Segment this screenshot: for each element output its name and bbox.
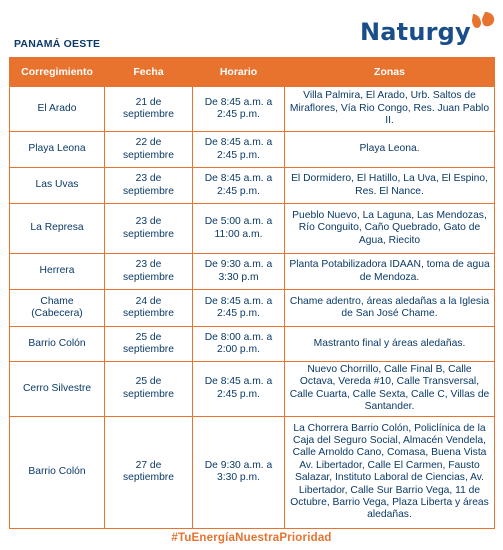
- schedule-table: [9, 57, 495, 529]
- table-row: [10, 416, 495, 528]
- cell-zonas: Playa Leona.: [285, 132, 495, 168]
- cell-horario: De 9:30 a.m. a 3:30 p.m.: [193, 416, 285, 528]
- header-horario: Horario: [193, 58, 285, 87]
- table-row: [10, 204, 495, 254]
- cell-fecha: 27 de septiembre: [105, 416, 193, 528]
- cell-zonas: Planta Potabilizadora IDAAN, toma de agua de Mendoza.: [285, 254, 495, 290]
- cell-fecha: 23 de septiembre: [105, 254, 193, 290]
- cell-corregimiento: Herrera: [10, 254, 105, 290]
- logo-text: Naturgy: [360, 18, 471, 46]
- header-fecha: Fecha: [105, 58, 193, 87]
- cell-zonas: Nuevo Chorrillo, Calle Final B, Calle Octava, Vereda #10, Calle Transversal, Calle Cuarta, Calle Sexta, Calle C, Villas de Santander.: [285, 362, 495, 417]
- cell-zonas: El Dormidero, El Hatillo, La Uva, El Espino, Res. El Nance.: [285, 168, 495, 204]
- cell-corregimiento: Las Uvas: [10, 168, 105, 204]
- cell-fecha: 21 de septiembre: [105, 87, 193, 132]
- cell-horario: De 5:00 a.m. a 11:00 a.m.: [193, 204, 285, 254]
- cell-zonas: Pueblo Nuevo, La Laguna, Las Mendozas, Río Conguito, Caño Quebrado, Gato de Agua, Riecito: [285, 204, 495, 254]
- cell-horario: De 8:45 a.m. a 2:45 p.m.: [193, 290, 285, 327]
- cell-fecha: 22 de septiembre: [105, 132, 193, 168]
- cell-corregimiento: Chame (Cabecera): [10, 290, 105, 327]
- header-row: [10, 58, 495, 87]
- table-row: [10, 132, 495, 168]
- cell-fecha: 24 de septiembre: [105, 290, 193, 327]
- cell-corregimiento: Playa Leona: [10, 132, 105, 168]
- header-corregimiento: Corregimiento: [10, 58, 105, 87]
- cell-zonas: La Chorrera Barrio Colón, Policlínica de la Caja del Seguro Social, Almacén Vendela, Calle Arnoldo Cano, Comasa, Buena Vista Av. Libertador, Calle El Carmen, Fausto Salazar, Instituto Laboral de Ciencias, Av. Libertador, Calle Sur Barrio Vega, 11 de Octubre, Barrio Vega, Plaza Liberta y áreas aledañas.: [285, 416, 495, 528]
- cell-horario: De 8:45 a.m. a 2:45 p.m.: [193, 362, 285, 417]
- cell-horario: De 8:45 a.m. a 2:45 p.m.: [193, 87, 285, 132]
- cell-zonas: Chame adentro, áreas aledañas a la Iglesia de San José Chame.: [285, 290, 495, 327]
- cell-corregimiento: Barrio Colón: [10, 327, 105, 362]
- cell-zonas: Villa Palmira, El Arado, Urb. Saltos de Miraflores, Vía Rio Congo, Res. Juan Pablo II.: [285, 87, 495, 132]
- butterfly-icon: [465, 10, 499, 44]
- cell-horario: De 8:45 a.m. a 2:45 p.m.: [193, 132, 285, 168]
- table-row: [10, 254, 495, 290]
- cell-corregimiento: La Represa: [10, 204, 105, 254]
- cell-horario: De 9:30 a.m. a 3:30 p.m: [193, 254, 285, 290]
- cell-fecha: 23 de septiembre: [105, 168, 193, 204]
- hashtag-footer: #TuEnergíaNuestraPrioridad: [171, 532, 332, 544]
- cell-fecha: 23 de septiembre: [105, 204, 193, 254]
- table-row: [10, 327, 495, 362]
- cell-fecha: 25 de septiembre: [105, 362, 193, 417]
- cell-fecha: 25 de septiembre: [105, 327, 193, 362]
- cell-corregimiento: Cerro Silvestre: [10, 362, 105, 417]
- naturgy-logo: [360, 10, 499, 50]
- header-zonas: Zonas: [285, 58, 495, 87]
- table-row: [10, 290, 495, 327]
- region-title: PANAMÁ OESTE: [14, 38, 101, 50]
- cell-horario: De 8:00 a.m. a 2:00 p.m.: [193, 327, 285, 362]
- table-row: [10, 168, 495, 204]
- table-row: [10, 362, 495, 417]
- cell-horario: De 8:45 a.m. a 2:45 p.m.: [193, 168, 285, 204]
- cell-corregimiento: El Arado: [10, 87, 105, 132]
- table-row: [10, 87, 495, 132]
- cell-zonas: Mastranto final y áreas aledañas.: [285, 327, 495, 362]
- cell-corregimiento: Barrio Colón: [10, 416, 105, 528]
